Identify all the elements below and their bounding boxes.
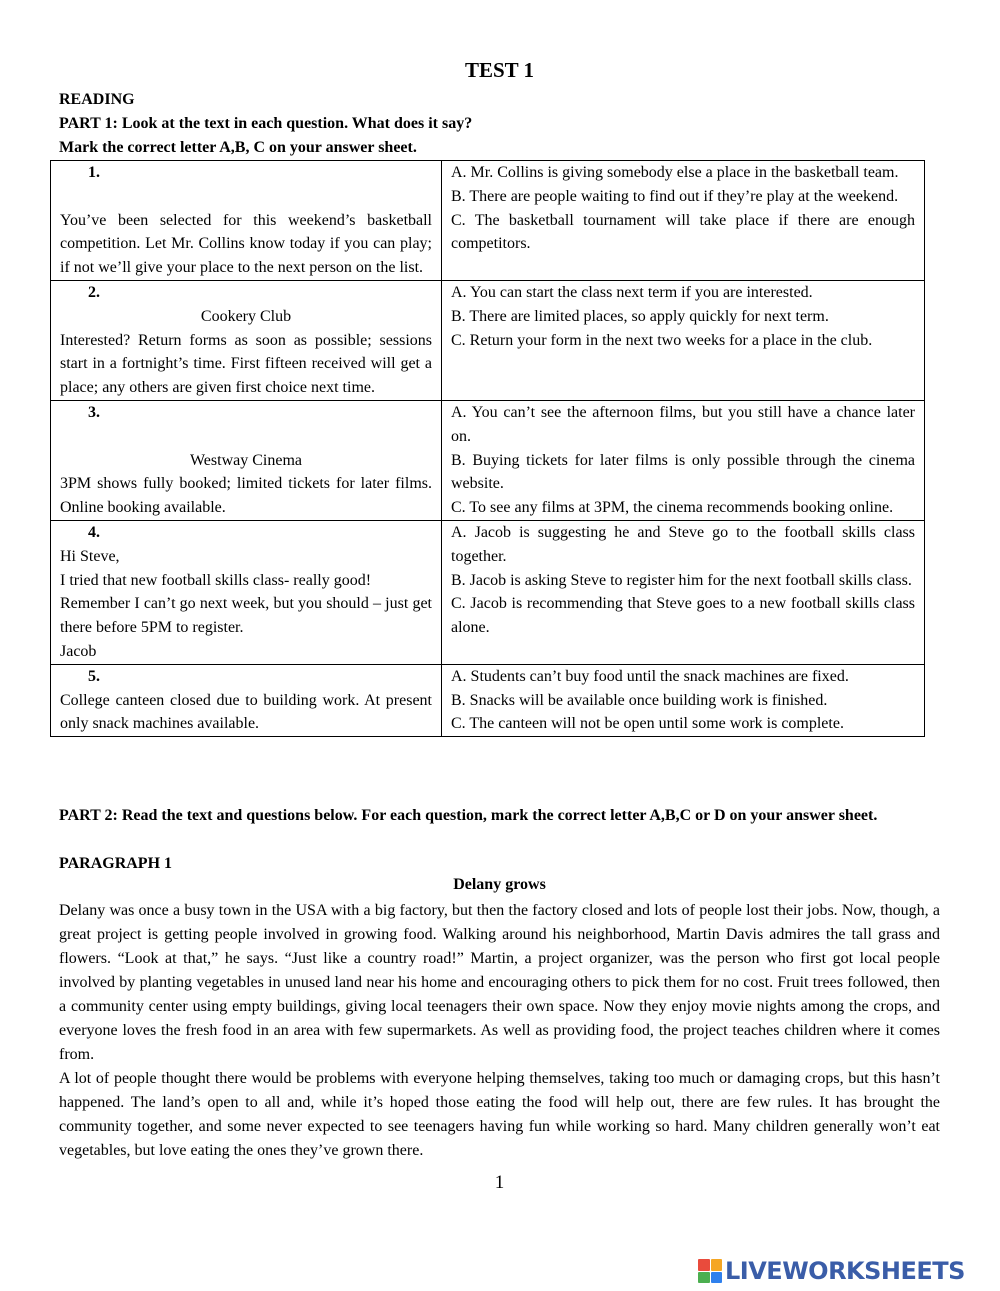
question-number: 1.: [88, 164, 100, 181]
question-row: [51, 161, 925, 281]
option-a[interactable]: A. Students can’t buy food until the snack machines are fixed.: [451, 667, 849, 685]
test-title: TEST 1: [464, 58, 535, 82]
message-line: Remember I can’t go next week, but you should – just get there before 5PM to register.: [60, 595, 432, 637]
question-text-cell: [51, 520, 442, 664]
option-a[interactable]: A. Jacob is suggesting he and Steve go to the football skills class together.: [451, 523, 915, 565]
option-c[interactable]: C. Return your form in the next two weeks for a place in the club.: [451, 331, 873, 349]
answer-options-cell: [442, 520, 925, 664]
option-c[interactable]: C. Jacob is recommending that Steve goes to a new football skills class alone.: [451, 595, 915, 637]
liveworksheets-logo[interactable]: [698, 1257, 965, 1285]
option-b[interactable]: B. There are limited places, so apply quickly for next term.: [451, 307, 829, 325]
message-signature: Jacob: [60, 642, 97, 660]
answer-options-cell: [442, 280, 925, 400]
option-b[interactable]: B. Snacks will be available once building work is finished.: [451, 691, 828, 709]
question-row: [51, 400, 925, 520]
message-line: I tried that new football skills class- really good!: [60, 571, 372, 589]
option-b[interactable]: B. Jacob is asking Steve to register him for the next football skills class.: [451, 571, 912, 589]
option-a[interactable]: A. Mr. Collins is giving somebody else a place in the basketball team.: [451, 164, 899, 181]
paragraph-label: PARAGRAPH 1: [59, 855, 173, 872]
option-a[interactable]: A. You can start the class next term if you are interested.: [451, 283, 813, 301]
question-text-cell: [51, 400, 442, 520]
answer-options-cell: [442, 664, 925, 736]
question-row: [51, 280, 925, 400]
question-number: 4.: [88, 523, 100, 541]
option-c[interactable]: C. The canteen will not be open until some work is complete.: [451, 715, 844, 733]
logo-blocks-icon: [698, 1259, 722, 1283]
answer-options-cell: [442, 161, 925, 281]
part2-instruction: PART 2: Read the text and questions below. For each question, mark the correct letter A,B,C or D on your answer sheet.: [59, 807, 878, 824]
option-c[interactable]: C. To see any films at 3PM, the cinema recommends booking online.: [451, 499, 894, 517]
option-c[interactable]: C. The basketball tournament will take place if there are enough competitors.: [451, 211, 915, 253]
notice-heading: Westway Cinema: [189, 451, 302, 469]
question-text: Interested? Return forms as soon as possible; sessions start in a fortnight’s time. First fifteen received will get a place; any others are given first choice next time.: [60, 331, 432, 397]
article-body: [59, 899, 940, 1163]
article-paragraph: Delany was once a busy town in the USA with a big factory, but then the factory closed and lots of people lost their jobs. Now, though, a great project is getting people involved in growing food. Walking around his neighborhood, Martin Davis admires the tall grass and flowers. “Look at that,” he says. “Just like a country road!” Martin, a project organizer, was the person who first got local people involved by planting vegetables in unused land near his home and encouraging others to pick them for no cost. Fruit trees followed, then a community center using empty buildings, giving local teenagers their own space. Now they enjoy movie nights among the crops, and everyone loves the fresh food in an area with few supermarkets. As well as providing food, the project teaches children where it comes from.: [59, 902, 940, 1063]
question-text-cell: [51, 161, 442, 281]
option-b[interactable]: B. There are people waiting to find out if they’re play at the weekend.: [451, 187, 899, 205]
article-paragraph: A lot of people thought there would be problems with everyone helping themselves, taking too much or damaging crops, but this hasn’t happened. The land’s open to all and, while it’s hoped those eating the food will help out, there are few rules. It has brought the community together, and some never expected to see teenagers having fun while working so hard. Many children generally won’t eat vegetables, but love eating the ones they’ve grown there.: [59, 1070, 940, 1159]
question-row: [51, 664, 925, 736]
option-b[interactable]: B. Buying tickets for later films is only possible through the cinema website.: [451, 451, 915, 493]
page-number: 1: [494, 1172, 505, 1193]
question-text: 3PM shows fully booked; limited tickets for later films. Online booking available.: [60, 475, 432, 517]
question-number: 2.: [88, 283, 100, 301]
section-heading: READING: [59, 91, 135, 108]
article-title: Delany grows: [453, 876, 546, 893]
message-line: Hi Steve,: [60, 547, 120, 565]
question-number: 5.: [88, 667, 100, 685]
notice-heading: Cookery Club: [200, 307, 292, 325]
question-text: You’ve been selected for this weekend’s basketball competition. Let Mr. Collins know today if you can play; if not we’ll give your place to the next person on the list.: [60, 211, 432, 277]
part1-answer-instruction: Mark the correct letter A,B, C on your answer sheet.: [59, 139, 417, 156]
question-table: [50, 160, 925, 737]
brand-name: LIVEWORKSHEETS: [725, 1257, 965, 1285]
option-a[interactable]: A. You can’t see the afternoon films, but you still have a chance later on.: [451, 403, 915, 445]
question-number: 3.: [88, 403, 100, 421]
part1-instruction: PART 1: Look at the text in each question. What does it say?: [59, 115, 473, 132]
question-text-cell: [51, 664, 442, 736]
answer-options-cell: [442, 400, 925, 520]
question-text-cell: [51, 280, 442, 400]
question-text: College canteen closed due to building work. At present only snack machines available.: [60, 691, 432, 733]
question-row: [51, 520, 925, 664]
